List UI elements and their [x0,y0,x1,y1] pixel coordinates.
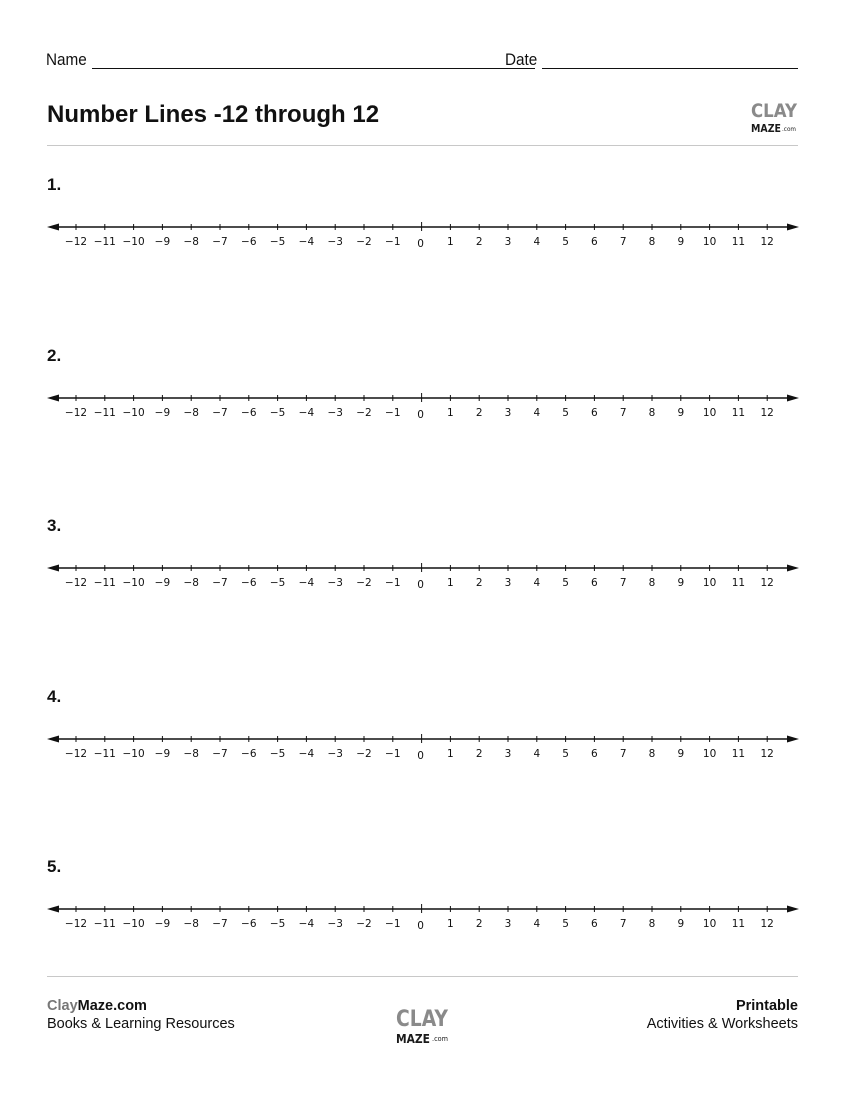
tick-label: −2 [356,747,372,760]
tick-label: 12 [760,236,774,248]
tick-label: −9 [154,577,171,589]
tick-label: 7 [619,406,627,419]
tick-label: −3 [327,236,343,248]
tick-label: −10 [122,577,145,589]
problem-2 [0,346,850,436]
date-field-line[interactable] [542,68,798,69]
tick-label: 11 [731,918,746,930]
tick-label: 10 [702,918,717,930]
tick-label: −8 [183,236,199,248]
right-arrow-icon [787,224,799,231]
tick-label: −10 [122,236,145,248]
footer-logo-maze-text: MAZE [396,1032,430,1046]
tick-label: 11 [731,236,746,248]
logo-maze-text: MAZE [751,122,781,135]
tick-label: −12 [64,577,88,589]
tick-label: −1 [385,747,401,760]
tick-label: −6 [241,236,257,248]
tick-label: 1 [447,406,454,419]
tick-label: 0 [417,408,424,421]
tick-label: 2 [475,747,483,760]
tick-label: −11 [93,406,116,419]
tick-label: 10 [702,577,717,589]
tick-label: −9 [154,236,171,248]
footer-right-title: Printable [735,998,798,1014]
problem-number: 3. [47,516,62,535]
footer-claymaze-logo [395,994,451,1050]
tick-label: −1 [385,918,401,930]
header-divider [47,145,798,146]
tick-label: −1 [385,577,401,589]
tick-label: −7 [212,577,228,589]
logo-clay-text: CLAY [751,100,798,122]
tick-label: −2 [356,918,372,930]
tick-label: 8 [648,747,656,760]
tick-label: −1 [385,236,401,248]
tick-label: −12 [64,236,88,248]
tick-label: −2 [356,406,372,419]
footer-left [47,997,235,1033]
number-line [0,175,850,265]
tick-label: 6 [591,236,598,248]
logo-com-text: .com [782,126,797,133]
tick-label: 7 [619,918,627,930]
tick-label: −5 [269,918,286,930]
footer-divider [47,976,798,977]
tick-label: 10 [702,747,717,760]
tick-label: 11 [731,747,746,760]
tick-label: 0 [417,920,424,932]
tick-label: −12 [64,747,88,760]
tick-label: −2 [356,577,372,589]
tick-label: 12 [760,406,774,419]
tick-label: 11 [731,577,746,589]
tick-label: 5 [562,577,569,589]
tick-label: 9 [677,406,685,419]
tick-label: 0 [417,238,424,250]
claymaze-logo [750,90,800,140]
tick-label: −5 [269,406,286,419]
tick-label: 2 [475,406,483,419]
tick-label: −10 [122,406,145,419]
tick-label: −3 [327,747,343,760]
tick-label: 0 [417,579,424,591]
tick-label: −4 [298,236,315,248]
tick-label: 6 [591,918,598,930]
tick-label: −7 [212,747,228,760]
tick-label: −10 [122,918,145,930]
right-arrow-icon [787,565,799,572]
tick-label: 2 [475,577,483,589]
tick-label: −6 [241,406,257,419]
right-arrow-icon [787,735,799,742]
tick-label: −9 [154,406,171,419]
tick-label: −11 [93,747,116,760]
tick-label: 4 [533,577,541,589]
tick-label: 5 [562,236,569,248]
footer-brand-part2: Maze.com [77,998,147,1014]
tick-label: −8 [183,577,199,589]
left-arrow-icon [47,394,59,401]
tick-label: −4 [298,577,315,589]
footer-right [647,997,798,1033]
problem-number: 4. [47,686,62,706]
tick-label: −5 [269,236,286,248]
problem-4 [0,687,850,777]
footer-left-tagline: Books & Learning Resources [47,1016,235,1032]
tick-label: 1 [447,577,454,589]
tick-label: 3 [504,236,512,248]
tick-label: 5 [562,406,569,419]
left-arrow-icon [47,565,59,572]
left-arrow-icon [47,735,59,742]
tick-label: 1 [447,236,454,248]
tick-label: −2 [356,236,372,248]
left-arrow-icon [47,224,59,231]
problem-number: 5. [47,857,62,876]
right-arrow-icon [787,394,799,401]
problem-1 [0,175,850,265]
tick-label: −4 [298,918,315,930]
tick-label: 12 [760,747,774,760]
tick-label: 8 [648,577,656,589]
tick-label: 0 [417,749,424,762]
tick-label: 3 [504,747,512,760]
tick-label: 4 [533,406,541,419]
tick-label: −4 [298,747,315,760]
tick-label: −6 [241,747,257,760]
tick-label: −3 [327,577,343,589]
tick-label: 9 [677,918,685,930]
name-label: Name [46,50,87,69]
tick-label: −12 [64,406,88,419]
footer-brand-part1: Clay [47,998,78,1014]
tick-label: −12 [64,918,88,930]
tick-label: 9 [677,747,685,760]
tick-label: −9 [154,747,171,760]
footer-logo-com-text: .com [432,1035,449,1043]
name-date-row [46,50,798,72]
name-field-line[interactable] [92,68,535,69]
tick-label: −8 [183,747,199,760]
tick-label: −6 [241,918,257,930]
tick-label: 6 [591,747,598,760]
tick-label: −9 [154,918,171,930]
problem-number: 2. [47,345,62,365]
tick-label: 5 [562,918,569,930]
tick-label: 5 [562,747,569,760]
tick-label: 4 [533,747,541,760]
tick-label: −7 [212,918,228,930]
tick-label: 8 [648,918,656,930]
problem-3 [0,516,850,606]
tick-label: 12 [760,918,774,930]
tick-label: 2 [475,918,483,930]
right-arrow-icon [787,906,799,913]
tick-label: 6 [591,577,598,589]
number-line [0,346,850,436]
footer-brand[interactable] [47,997,235,1015]
tick-label: −11 [93,236,116,248]
tick-label: 3 [504,406,512,419]
tick-label: 9 [677,236,685,248]
footer-logo-clay-text: CLAY [396,1007,449,1032]
problem-5 [0,857,850,947]
tick-label: 4 [533,236,541,248]
tick-label: −10 [122,747,145,760]
tick-label: −5 [269,747,286,760]
tick-label: 3 [504,918,512,930]
tick-label: −5 [269,577,286,589]
tick-label: −4 [298,406,315,419]
tick-label: 3 [504,577,512,589]
tick-label: −7 [212,236,228,248]
tick-label: 4 [533,918,541,930]
tick-label: −8 [183,406,199,419]
date-label: Date [505,50,538,69]
number-line [0,687,850,777]
page-title: Number Lines -12 through 12 [47,101,380,128]
tick-label: −11 [93,918,116,930]
tick-label: 6 [591,406,598,419]
tick-label: 7 [619,236,627,248]
footer-right-tagline: Activities & Worksheets [646,1016,798,1032]
tick-label: 8 [648,406,656,419]
tick-label: −6 [241,577,257,589]
tick-label: −11 [93,577,116,589]
problem-number: 1. [47,175,62,194]
number-line [0,516,850,606]
tick-label: −3 [327,918,343,930]
tick-label: 2 [475,236,483,248]
tick-label: 7 [619,577,627,589]
tick-label: 12 [760,577,774,589]
tick-label: 11 [731,406,746,419]
tick-label: 10 [702,406,717,419]
tick-label: 9 [677,577,685,589]
tick-label: 7 [619,747,627,760]
tick-label: −7 [212,406,228,419]
left-arrow-icon [47,906,59,913]
tick-label: −3 [327,406,343,419]
tick-label: 1 [447,747,454,760]
tick-label: 10 [702,236,717,248]
number-line [0,857,850,947]
tick-label: 1 [447,918,454,930]
tick-label: −1 [385,406,401,419]
tick-label: 8 [648,236,656,248]
tick-label: −8 [183,918,199,930]
